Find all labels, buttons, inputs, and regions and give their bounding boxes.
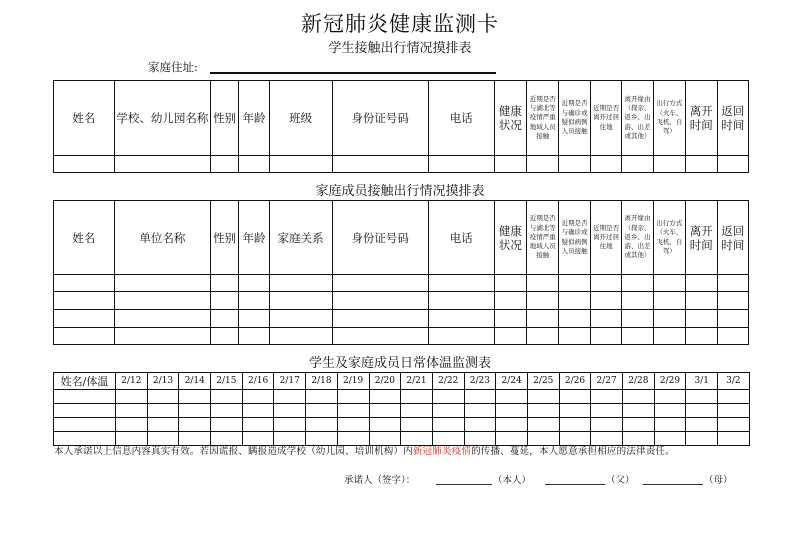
input-cell[interactable] [527, 404, 559, 418]
input-cell[interactable] [559, 292, 590, 310]
header-cell: 近期是否与湖北等疫情严重地域人员接触 [527, 201, 559, 275]
input-cell[interactable] [179, 418, 211, 432]
input-cell[interactable] [337, 390, 369, 404]
signature-label: 承诺人（签字）： [344, 475, 416, 486]
input-cell[interactable] [527, 390, 559, 404]
header-cell: 出行方式（火车、飞机、自驾） [653, 201, 685, 275]
header-cell: 学校、幼儿园名称 [114, 81, 210, 156]
header-cell: 电话 [428, 201, 494, 275]
pledge-statement [54, 445, 754, 459]
input-cell[interactable] [269, 328, 332, 345]
signature-mother-label: （母） [704, 475, 733, 486]
date-header-cell: 2/23 [464, 373, 496, 390]
input-cell[interactable] [239, 310, 269, 328]
input-cell[interactable] [211, 156, 239, 173]
family-table-title: 家庭成员接触出行情况摸排表 [315, 184, 485, 199]
input-cell[interactable] [401, 404, 433, 418]
input-cell[interactable] [179, 404, 211, 418]
input-cell[interactable] [653, 275, 685, 292]
input-cell[interactable] [591, 432, 623, 446]
input-cell[interactable] [622, 275, 653, 292]
signature-mother-line[interactable] [643, 484, 703, 485]
input-cell[interactable] [332, 275, 428, 292]
input-cell[interactable] [54, 310, 115, 328]
header-cell: 返回时间 [717, 81, 749, 156]
input-cell[interactable] [428, 328, 494, 345]
signature-father-label: （父） [606, 475, 635, 486]
input-cell[interactable] [496, 404, 528, 418]
input-cell[interactable] [686, 390, 718, 404]
date-header-cell: 2/26 [559, 373, 591, 390]
input-cell[interactable] [591, 404, 623, 418]
header-cell: 近期是否离开过居住地 [590, 201, 621, 275]
header-cell: 身份证号码 [332, 81, 428, 156]
input-cell[interactable] [332, 310, 428, 328]
input-cell[interactable] [623, 404, 655, 418]
input-cell[interactable] [337, 418, 369, 432]
input-cell[interactable] [242, 390, 274, 404]
input-cell[interactable] [54, 404, 116, 418]
input-cell[interactable] [337, 404, 369, 418]
input-cell[interactable] [337, 432, 369, 446]
input-cell[interactable] [653, 292, 685, 310]
table-row[interactable] [54, 390, 750, 404]
input-cell[interactable] [428, 292, 494, 310]
table-row[interactable] [54, 156, 749, 173]
header-cell: 身份证号码 [332, 201, 428, 275]
header-cell: 近期是否与确诊或疑似病例人员接触 [559, 201, 590, 275]
input-cell[interactable] [686, 310, 717, 328]
input-cell[interactable] [559, 404, 591, 418]
input-cell[interactable] [269, 292, 332, 310]
input-cell[interactable] [211, 432, 243, 446]
input-cell[interactable] [54, 390, 116, 404]
input-cell[interactable] [428, 275, 494, 292]
table-row[interactable] [54, 292, 749, 310]
date-header-cell: 2/18 [306, 373, 338, 390]
input-cell[interactable] [559, 432, 591, 446]
header-cell: 离开时间 [686, 201, 717, 275]
input-cell[interactable] [464, 390, 496, 404]
input-cell[interactable] [494, 156, 526, 173]
input-cell[interactable] [464, 418, 496, 432]
input-cell[interactable] [623, 418, 655, 432]
input-cell[interactable] [686, 156, 717, 173]
temperature-table-title: 学生及家庭成员日常体温监测表 [308, 356, 491, 371]
input-cell[interactable] [401, 432, 433, 446]
signature-self-label: （本人） [493, 475, 532, 486]
input-cell[interactable] [401, 390, 433, 404]
input-cell[interactable] [496, 418, 528, 432]
date-header-cell: 2/29 [654, 373, 686, 390]
input-cell[interactable] [718, 404, 750, 418]
input-cell[interactable] [559, 156, 590, 173]
date-header-cell: 2/19 [337, 373, 369, 390]
header-cell: 离开时间 [686, 81, 717, 156]
input-cell[interactable] [54, 275, 115, 292]
input-cell[interactable] [590, 328, 621, 345]
input-cell[interactable] [590, 310, 621, 328]
date-header-cell: 2/25 [527, 373, 559, 390]
input-cell[interactable] [527, 432, 559, 446]
date-header-cell: 2/14 [179, 373, 211, 390]
input-cell[interactable] [559, 275, 590, 292]
family-header-row [54, 201, 749, 275]
input-cell[interactable] [116, 390, 148, 404]
input-cell[interactable] [717, 275, 749, 292]
input-cell[interactable] [54, 328, 115, 345]
input-cell[interactable] [623, 432, 655, 446]
header-cell: 姓名 [54, 201, 115, 275]
input-cell[interactable] [686, 432, 718, 446]
date-header-cell: 2/28 [623, 373, 655, 390]
input-cell[interactable] [590, 156, 621, 173]
input-cell[interactable] [653, 156, 685, 173]
input-cell[interactable] [274, 404, 306, 418]
input-cell[interactable] [114, 310, 210, 328]
input-cell[interactable] [494, 328, 526, 345]
input-cell[interactable] [116, 432, 148, 446]
input-cell[interactable] [527, 292, 559, 310]
input-cell[interactable] [591, 390, 623, 404]
input-cell[interactable] [332, 156, 428, 173]
input-cell[interactable] [306, 404, 338, 418]
signature-father-line[interactable] [545, 484, 605, 485]
input-cell[interactable] [306, 390, 338, 404]
header-cell: 出行方式（火车、飞机、自驾） [653, 81, 685, 156]
card-title: 新冠肺炎健康监测卡 [301, 12, 499, 36]
input-cell[interactable] [718, 432, 750, 446]
temperature-header-row [54, 373, 750, 390]
input-cell[interactable] [464, 404, 496, 418]
input-cell[interactable] [147, 432, 179, 446]
header-cell: 姓名/体温 [54, 373, 116, 390]
header-cell: 近期是否与确诊或疑似病例人员接触 [559, 81, 590, 156]
input-cell[interactable] [654, 418, 686, 432]
input-cell[interactable] [527, 328, 559, 345]
input-cell[interactable] [332, 328, 428, 345]
input-cell[interactable] [428, 156, 494, 173]
input-cell[interactable] [242, 432, 274, 446]
student-table-title: 学生接触出行情况摸排表 [328, 41, 472, 56]
header-cell: 年龄 [239, 201, 269, 275]
input-cell[interactable] [654, 404, 686, 418]
input-cell[interactable] [274, 418, 306, 432]
input-cell[interactable] [239, 156, 269, 173]
input-cell[interactable] [686, 418, 718, 432]
input-cell[interactable] [591, 418, 623, 432]
input-cell[interactable] [211, 404, 243, 418]
input-cell[interactable] [432, 390, 464, 404]
input-cell[interactable] [401, 418, 433, 432]
header-cell: 年龄 [239, 81, 269, 156]
input-cell[interactable] [116, 404, 148, 418]
input-cell[interactable] [622, 310, 653, 328]
input-cell[interactable] [369, 404, 401, 418]
input-cell[interactable] [211, 310, 239, 328]
table-row[interactable] [54, 432, 750, 446]
input-cell[interactable] [147, 390, 179, 404]
input-cell[interactable] [717, 310, 749, 328]
input-cell[interactable] [559, 418, 591, 432]
input-cell[interactable] [718, 390, 750, 404]
address-input-line[interactable] [210, 72, 496, 74]
table-row[interactable] [54, 275, 749, 292]
table-row[interactable] [54, 328, 749, 345]
input-cell[interactable] [269, 156, 332, 173]
date-header-cell: 2/15 [211, 373, 243, 390]
input-cell[interactable] [269, 310, 332, 328]
student-contact-table [53, 80, 749, 173]
date-header-cell: 3/1 [686, 373, 718, 390]
input-cell[interactable] [432, 432, 464, 446]
header-cell: 性别 [211, 81, 239, 156]
family-contact-table [53, 200, 749, 345]
input-cell[interactable] [242, 404, 274, 418]
input-cell[interactable] [432, 404, 464, 418]
input-cell[interactable] [559, 328, 590, 345]
input-cell[interactable] [428, 310, 494, 328]
date-header-cell: 3/2 [718, 373, 750, 390]
pledge-text-before: 本人承诺以上信息内容真实有效。若因谎报、瞒报造成学校（幼儿园、培训机构）内 [54, 446, 413, 457]
input-cell[interactable] [717, 292, 749, 310]
date-header-cell: 2/17 [274, 373, 306, 390]
header-cell: 近期是否离开过居住地 [590, 81, 621, 156]
input-cell[interactable] [494, 310, 526, 328]
input-cell[interactable] [239, 275, 269, 292]
input-cell[interactable] [274, 390, 306, 404]
input-cell[interactable] [527, 418, 559, 432]
input-cell[interactable] [717, 156, 749, 173]
input-cell[interactable] [211, 275, 239, 292]
input-cell[interactable] [211, 292, 239, 310]
header-cell: 班级 [269, 81, 332, 156]
temperature-table [53, 372, 750, 446]
input-cell[interactable] [306, 418, 338, 432]
header-cell: 离开缘由（探亲、返乡、出游、出差或其他） [622, 201, 653, 275]
input-cell[interactable] [717, 328, 749, 345]
input-cell[interactable] [54, 432, 116, 446]
input-cell[interactable] [623, 390, 655, 404]
header-cell: 单位名称 [114, 201, 210, 275]
address-label: 家庭住址: [148, 60, 198, 74]
signature-self-line[interactable] [436, 484, 492, 485]
input-cell[interactable] [496, 432, 528, 446]
input-cell[interactable] [653, 310, 685, 328]
date-header-cell: 2/24 [496, 373, 528, 390]
pledge-highlight: 新冠肺炎疫情 [412, 446, 472, 457]
input-cell[interactable] [559, 390, 591, 404]
input-cell[interactable] [686, 328, 717, 345]
header-cell: 近期是否与湖北等疫情严重地域人员接触 [527, 81, 559, 156]
table-row[interactable] [54, 310, 749, 328]
input-cell[interactable] [686, 292, 717, 310]
header-cell: 性别 [211, 201, 239, 275]
date-header-cell: 2/21 [401, 373, 433, 390]
input-cell[interactable] [369, 418, 401, 432]
input-cell[interactable] [239, 328, 269, 345]
pledge-text-after: 的传播、蔓延，本人愿意承担相应的法律责任。 [471, 446, 675, 457]
input-cell[interactable] [54, 292, 115, 310]
date-header-cell: 2/12 [116, 373, 148, 390]
input-cell[interactable] [54, 418, 116, 432]
input-cell[interactable] [496, 390, 528, 404]
input-cell[interactable] [622, 328, 653, 345]
input-cell[interactable] [114, 328, 210, 345]
header-cell: 返回时间 [717, 201, 749, 275]
table-row[interactable] [54, 404, 750, 418]
input-cell[interactable] [590, 275, 621, 292]
date-header-cell: 2/13 [147, 373, 179, 390]
input-cell[interactable] [116, 418, 148, 432]
input-cell[interactable] [54, 156, 115, 173]
input-cell[interactable] [147, 404, 179, 418]
input-cell[interactable] [211, 418, 243, 432]
input-cell[interactable] [686, 404, 718, 418]
input-cell[interactable] [590, 292, 621, 310]
input-cell[interactable] [527, 275, 559, 292]
input-cell[interactable] [686, 275, 717, 292]
input-cell[interactable] [464, 432, 496, 446]
input-cell[interactable] [211, 328, 239, 345]
date-header-cell: 2/27 [591, 373, 623, 390]
input-cell[interactable] [242, 418, 274, 432]
input-cell[interactable] [369, 432, 401, 446]
input-cell[interactable] [179, 390, 211, 404]
input-cell[interactable] [527, 310, 559, 328]
input-cell[interactable] [527, 156, 559, 173]
input-cell[interactable] [494, 275, 526, 292]
date-header-cell: 2/22 [432, 373, 464, 390]
header-cell: 健康状况 [494, 81, 526, 156]
header-cell: 家庭关系 [269, 201, 332, 275]
input-cell[interactable] [654, 432, 686, 446]
input-cell[interactable] [654, 390, 686, 404]
input-cell[interactable] [622, 156, 653, 173]
input-cell[interactable] [559, 310, 590, 328]
input-cell[interactable] [718, 418, 750, 432]
input-cell[interactable] [269, 275, 332, 292]
input-cell[interactable] [622, 292, 653, 310]
input-cell[interactable] [239, 292, 269, 310]
header-cell: 姓名 [54, 81, 115, 156]
input-cell[interactable] [332, 292, 428, 310]
input-cell[interactable] [653, 328, 685, 345]
input-cell[interactable] [114, 292, 210, 310]
input-cell[interactable] [432, 418, 464, 432]
input-cell[interactable] [494, 292, 526, 310]
date-header-cell: 2/20 [369, 373, 401, 390]
input-cell[interactable] [114, 156, 210, 173]
student-header-row [54, 81, 749, 156]
input-cell[interactable] [274, 432, 306, 446]
header-cell: 离开缘由（探亲、返乡、出游、出差或其他） [622, 81, 653, 156]
input-cell[interactable] [211, 390, 243, 404]
input-cell[interactable] [306, 432, 338, 446]
header-cell: 电话 [428, 81, 494, 156]
input-cell[interactable] [369, 390, 401, 404]
table-row[interactable] [54, 418, 750, 432]
input-cell[interactable] [114, 275, 210, 292]
input-cell[interactable] [147, 418, 179, 432]
date-header-cell: 2/16 [242, 373, 274, 390]
input-cell[interactable] [179, 432, 211, 446]
header-cell: 健康状况 [494, 201, 526, 275]
